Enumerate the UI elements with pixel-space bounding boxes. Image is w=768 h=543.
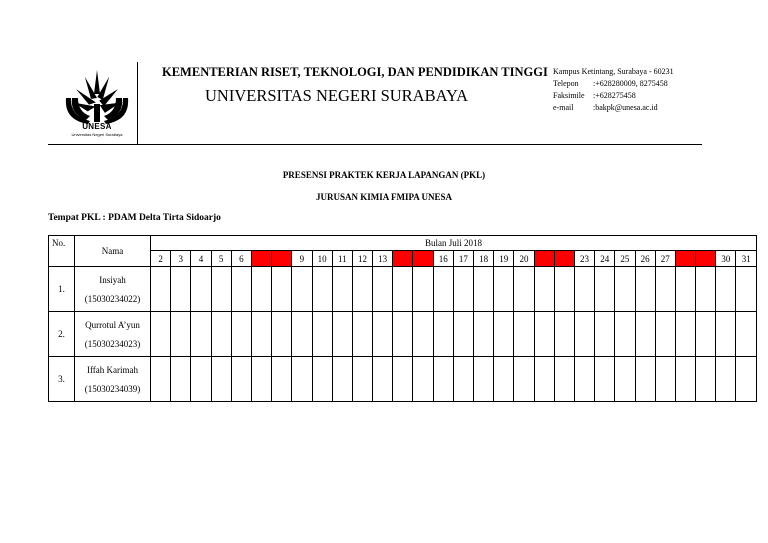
day-header: 22 <box>554 251 574 267</box>
attendance-cell[interactable] <box>251 312 271 357</box>
pkl-place: Tempat PKL : PDAM Delta Tirta Sidoarjo <box>48 213 221 223</box>
attendance-cell[interactable] <box>171 312 191 357</box>
day-header: 20 <box>514 251 534 267</box>
attendance-cell[interactable] <box>675 312 695 357</box>
attendance-cell[interactable] <box>312 312 332 357</box>
attendance-cell[interactable] <box>292 357 312 402</box>
attendance-cell[interactable] <box>736 357 757 402</box>
day-header: 17 <box>453 251 473 267</box>
day-header: 27 <box>655 251 675 267</box>
attendance-cell[interactable] <box>312 357 332 402</box>
day-header: 23 <box>574 251 594 267</box>
attendance-cell[interactable] <box>151 357 171 402</box>
day-header: 15 <box>413 251 433 267</box>
attendance-cell[interactable] <box>635 312 655 357</box>
attendance-cell[interactable] <box>433 267 453 312</box>
attendance-cell[interactable] <box>373 267 393 312</box>
attendance-cell[interactable] <box>675 357 695 402</box>
day-header: 3 <box>171 251 191 267</box>
attendance-cell[interactable] <box>211 357 231 402</box>
attendance-cell[interactable] <box>332 312 352 357</box>
day-header: 21 <box>534 251 554 267</box>
attendance-cell[interactable] <box>171 267 191 312</box>
attendance-cell[interactable] <box>595 312 615 357</box>
phone-label: Telepon <box>553 79 579 88</box>
attendance-cell[interactable] <box>413 357 433 402</box>
contact-address: Kampus Ketintang, Surabaya - 60231 <box>553 67 674 76</box>
attendance-cell[interactable] <box>231 357 251 402</box>
attendance-cell[interactable] <box>373 312 393 357</box>
attendance-cell[interactable] <box>191 312 211 357</box>
attendance-cell[interactable] <box>635 267 655 312</box>
attendance-cell[interactable] <box>171 357 191 402</box>
phone-value: :+628280009, 8275458 <box>593 79 668 88</box>
day-header: 11 <box>332 251 352 267</box>
email-label: e-mail <box>553 103 574 112</box>
attendance-cell[interactable] <box>292 267 312 312</box>
attendance-cell[interactable] <box>393 267 413 312</box>
attendance-cell[interactable] <box>191 357 211 402</box>
attendance-cell[interactable] <box>474 267 494 312</box>
student-name: Iffah Karimah <box>86 364 139 375</box>
attendance-cell[interactable] <box>494 267 514 312</box>
header-row-month <box>49 236 757 251</box>
student-cell <box>75 312 151 357</box>
attendance-cell[interactable] <box>494 312 514 357</box>
day-header: 13 <box>373 251 393 267</box>
attendance-cell[interactable] <box>574 267 594 312</box>
attendance-cell[interactable] <box>373 357 393 402</box>
attendance-cell[interactable] <box>534 357 554 402</box>
contact-block <box>553 66 674 114</box>
attendance-cell[interactable] <box>332 357 352 402</box>
attendance-cell[interactable] <box>211 267 231 312</box>
attendance-cell[interactable] <box>655 312 675 357</box>
attendance-cell[interactable] <box>413 267 433 312</box>
attendance-cell[interactable] <box>696 312 716 357</box>
day-header: 28 <box>675 251 695 267</box>
day-header: 18 <box>474 251 494 267</box>
attendance-cell[interactable] <box>272 267 292 312</box>
day-header: 16 <box>433 251 453 267</box>
day-header: 19 <box>494 251 514 267</box>
col-no-header: No. <box>49 236 75 267</box>
attendance-cell[interactable] <box>534 312 554 357</box>
attendance-cell[interactable] <box>211 312 231 357</box>
attendance-table <box>48 235 757 402</box>
col-name-header: Nama <box>75 236 151 267</box>
attendance-cell[interactable] <box>716 357 736 402</box>
student-name: Qurrotul A’yun <box>85 319 140 330</box>
student-nim: (15030234023) <box>84 338 141 349</box>
day-header: 25 <box>615 251 635 267</box>
document-subtitle: JURUSAN KIMIA FMIPA UNESA <box>315 192 453 202</box>
row-number: 1. <box>49 267 75 312</box>
attendance-cell[interactable] <box>312 267 332 312</box>
attendance-cell[interactable] <box>696 357 716 402</box>
table-row <box>49 267 757 312</box>
ministry-name: KEMENTERIAN RISET, TEKNOLOGI, DAN PENDIDIKAN TINGGI <box>162 65 548 79</box>
attendance-cell[interactable] <box>393 312 413 357</box>
attendance-cell[interactable] <box>292 312 312 357</box>
student-cell <box>75 267 151 312</box>
attendance-cell[interactable] <box>272 312 292 357</box>
fax-label: Faksimile <box>553 91 585 100</box>
attendance-cell[interactable] <box>151 312 171 357</box>
attendance-cell[interactable] <box>736 312 757 357</box>
attendance-cell[interactable] <box>595 267 615 312</box>
day-header: 2 <box>151 251 171 267</box>
university-name: UNIVERSITAS NEGERI SURABAYA <box>205 86 469 105</box>
day-header: 30 <box>716 251 736 267</box>
day-header: 5 <box>211 251 231 267</box>
contact-fax-row <box>553 90 674 102</box>
attendance-cell[interactable] <box>231 312 251 357</box>
header-row-days <box>49 251 757 267</box>
attendance-cell[interactable] <box>453 312 473 357</box>
day-header: 7 <box>251 251 271 267</box>
attendance-cell[interactable] <box>251 357 271 402</box>
logo-caption <box>64 122 130 137</box>
attendance-cell[interactable] <box>251 267 271 312</box>
day-header: 31 <box>736 251 757 267</box>
attendance-cell[interactable] <box>352 357 372 402</box>
student-cell <box>75 357 151 402</box>
attendance-cell[interactable] <box>433 357 453 402</box>
day-header: 24 <box>595 251 615 267</box>
attendance-cell[interactable] <box>554 312 574 357</box>
month-header: Bulan Juli 2018 <box>151 236 757 251</box>
attendance-cell[interactable] <box>595 357 615 402</box>
attendance-cell[interactable] <box>736 267 757 312</box>
attendance-cell[interactable] <box>474 357 494 402</box>
fax-value: :+628275458 <box>593 91 636 100</box>
attendance-cell[interactable] <box>615 357 635 402</box>
attendance-cell[interactable] <box>514 312 534 357</box>
attendance-cell[interactable] <box>615 267 635 312</box>
attendance-cell[interactable] <box>716 267 736 312</box>
attendance-cell[interactable] <box>675 267 695 312</box>
attendance-cell[interactable] <box>655 267 675 312</box>
day-header: 12 <box>352 251 372 267</box>
attendance-cell[interactable] <box>615 312 635 357</box>
day-header: 8 <box>272 251 292 267</box>
row-number: 2. <box>49 312 75 357</box>
attendance-cell[interactable] <box>352 267 372 312</box>
day-header: 4 <box>191 251 211 267</box>
student-nim: (15030234039) <box>84 383 141 394</box>
student-name: Insiyah <box>99 274 126 285</box>
attendance-cell[interactable] <box>574 357 594 402</box>
attendance-cell[interactable] <box>474 312 494 357</box>
attendance-cell[interactable] <box>554 267 574 312</box>
attendance-cell[interactable] <box>433 312 453 357</box>
attendance-cell[interactable] <box>574 312 594 357</box>
student-nim: (15030234022) <box>84 293 141 304</box>
contact-email-row <box>553 102 674 114</box>
attendance-cell[interactable] <box>231 267 251 312</box>
day-header: 9 <box>292 251 312 267</box>
attendance-cell[interactable] <box>716 312 736 357</box>
attendance-cell[interactable] <box>554 357 574 402</box>
row-number: 3. <box>49 357 75 402</box>
attendance-cell[interactable] <box>514 267 534 312</box>
attendance-cell[interactable] <box>191 267 211 312</box>
header-vertical-divider <box>137 62 138 144</box>
attendance-cell[interactable] <box>655 357 675 402</box>
attendance-cell[interactable] <box>696 267 716 312</box>
attendance-cell[interactable] <box>635 357 655 402</box>
attendance-cell[interactable] <box>514 357 534 402</box>
table-row <box>49 312 757 357</box>
attendance-cell[interactable] <box>453 267 473 312</box>
attendance-cell[interactable] <box>534 267 554 312</box>
attendance-cell[interactable] <box>352 312 372 357</box>
contact-phone-row <box>553 78 674 90</box>
logo-subtext: Universitas Negeri Surabaya <box>71 132 123 137</box>
attendance-cell[interactable] <box>453 357 473 402</box>
attendance-cell[interactable] <box>413 312 433 357</box>
header-horizontal-divider <box>48 144 702 145</box>
day-header: 29 <box>696 251 716 267</box>
attendance-cell[interactable] <box>393 357 413 402</box>
day-header: 6 <box>231 251 251 267</box>
attendance-cell[interactable] <box>151 267 171 312</box>
day-header: 14 <box>393 251 413 267</box>
day-header: 26 <box>635 251 655 267</box>
logo-text: UNESA <box>82 122 112 131</box>
document-title: PRESENSI PRAKTEK KERJA LAPANGAN (PKL) <box>282 170 486 180</box>
attendance-body <box>49 267 757 402</box>
day-header: 10 <box>312 251 332 267</box>
table-row <box>49 357 757 402</box>
attendance-cell[interactable] <box>494 357 514 402</box>
attendance-cell[interactable] <box>272 357 292 402</box>
attendance-cell[interactable] <box>332 267 352 312</box>
email-value: :bakpk@unesa.ac.id <box>593 103 658 112</box>
